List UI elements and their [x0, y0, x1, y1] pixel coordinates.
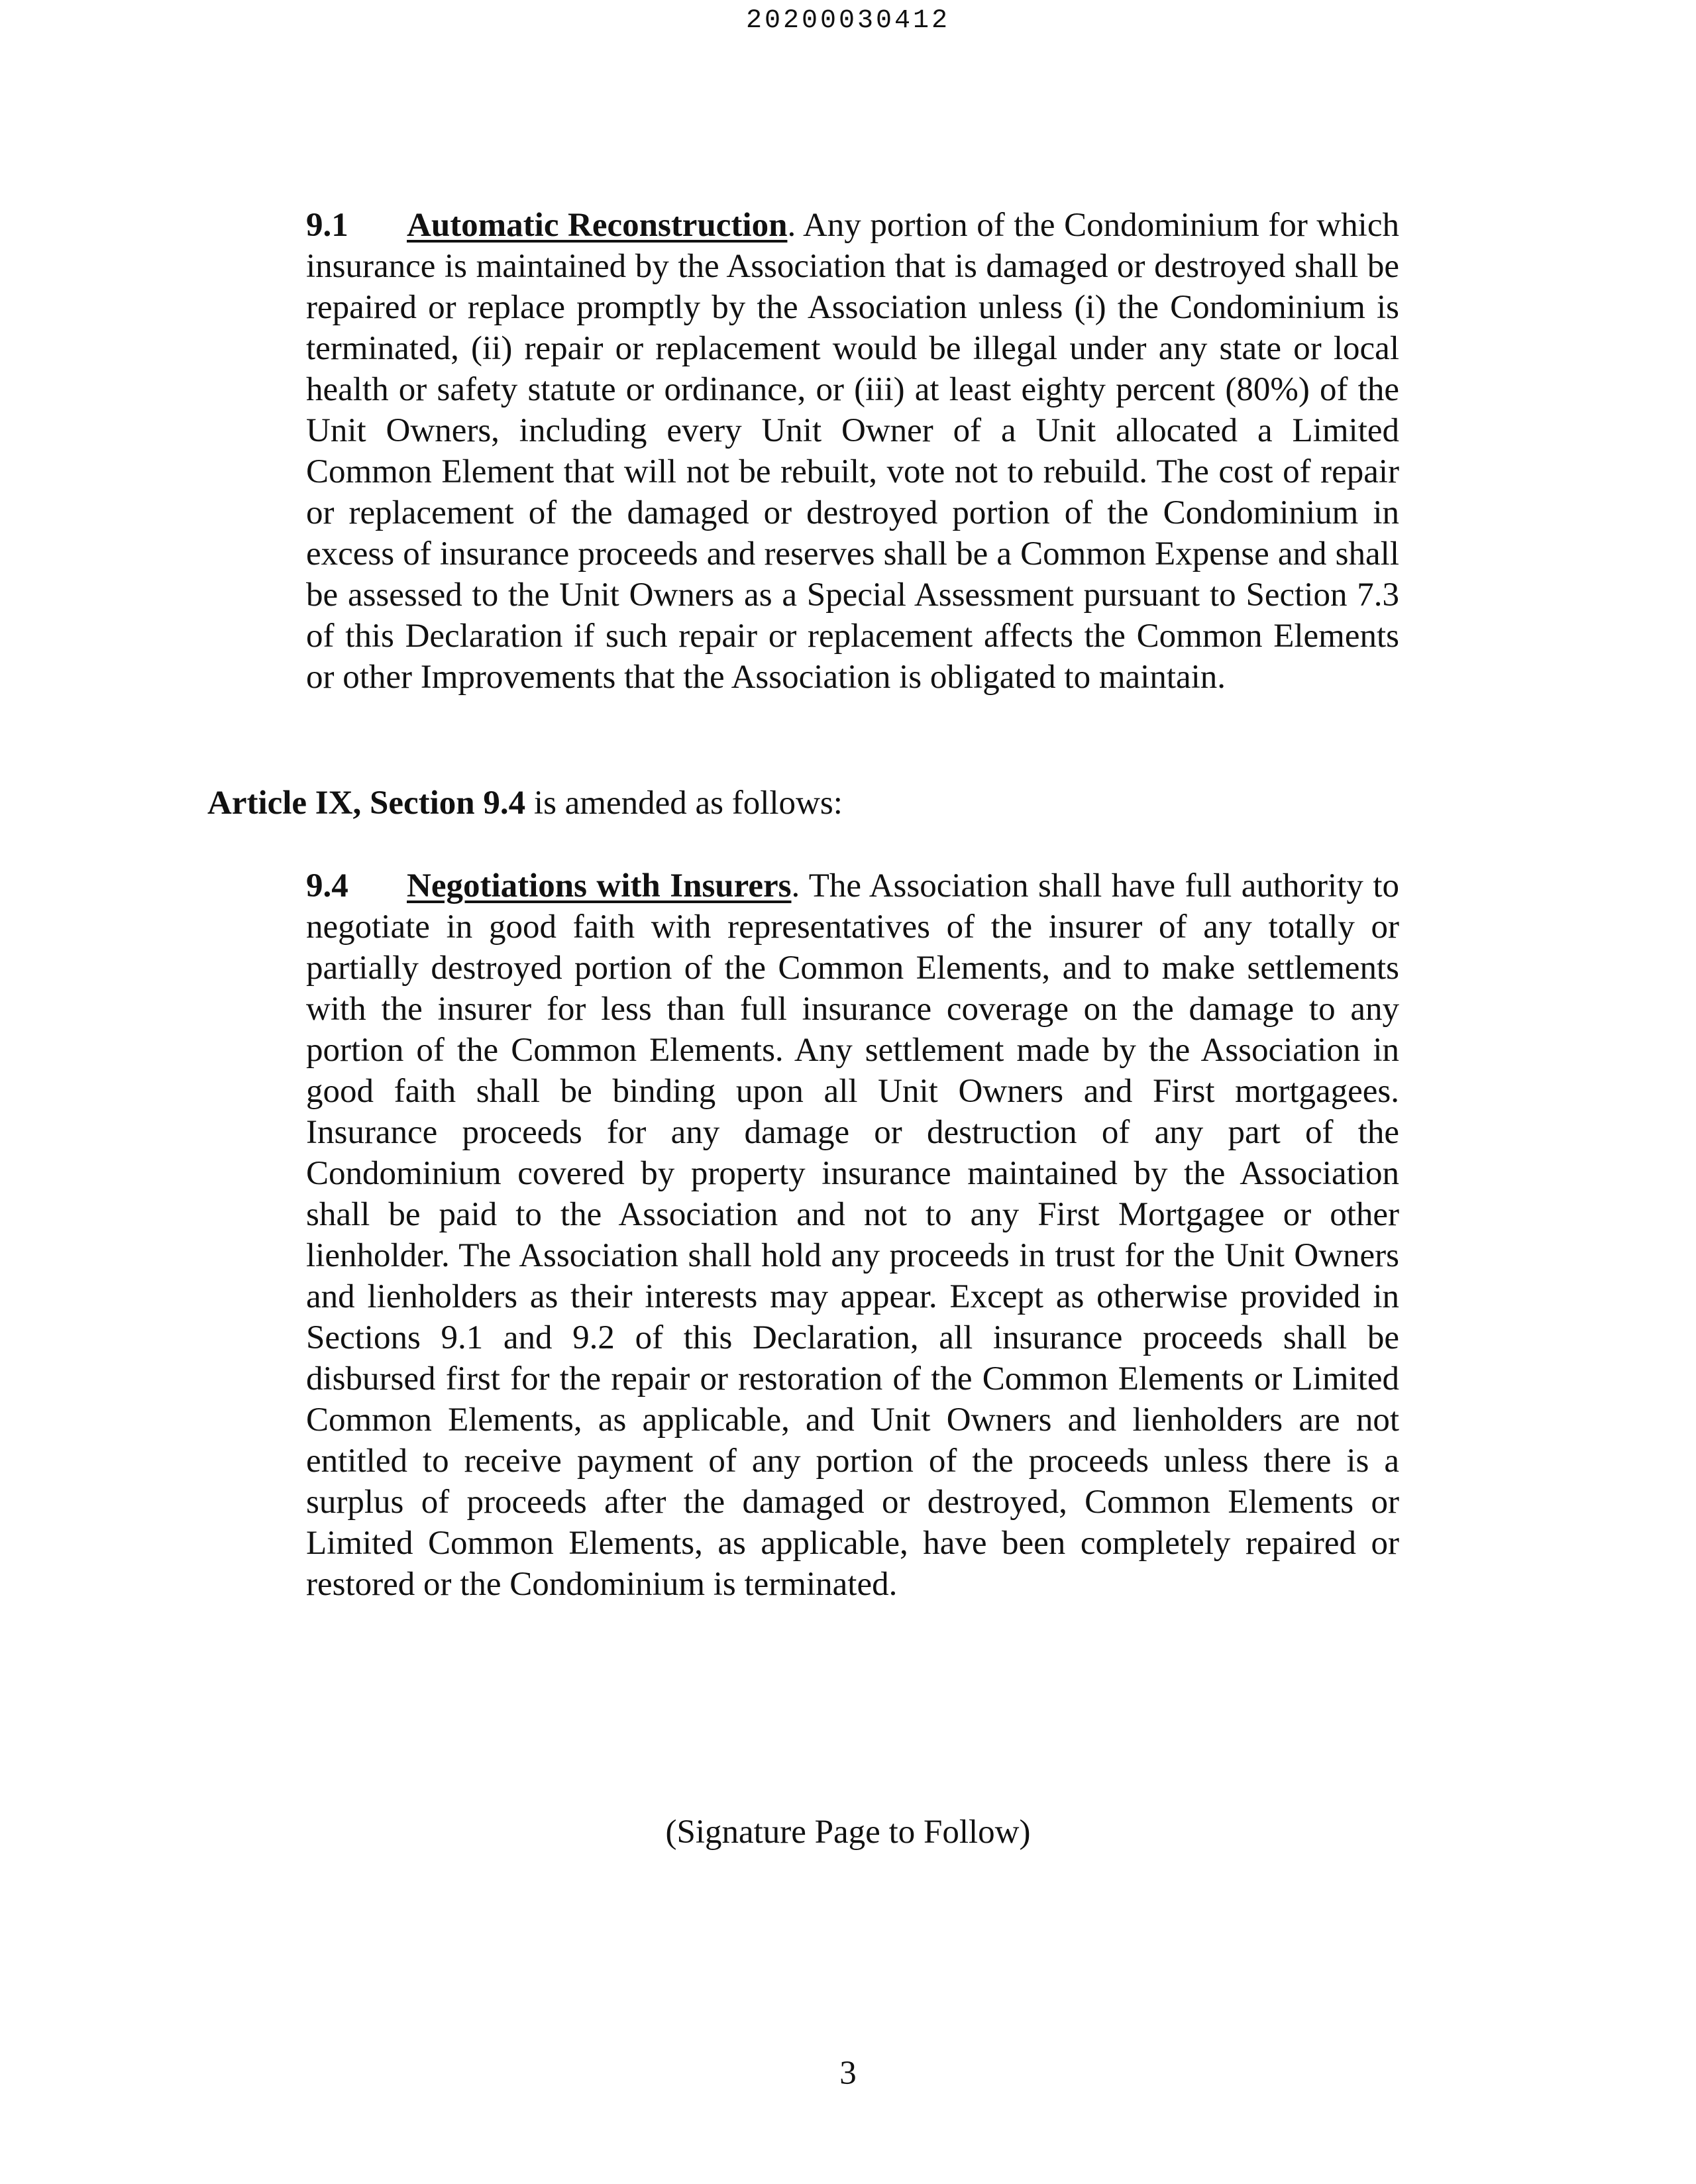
document-number: 20200030412 [745, 6, 951, 36]
section-9-4-title: Negotiations with Insurers [407, 867, 792, 904]
signature-page-note: (Signature Page to Follow) [665, 1814, 1031, 1851]
section-9-4-title-punct: . [791, 867, 800, 904]
section-9-1-title-punct: . [787, 207, 796, 244]
amendment-text: is amended as follows: [525, 785, 843, 822]
section-9-4-paragraph [306, 865, 1399, 1605]
page-number: 3 [839, 2055, 857, 2092]
section-9-1-number: 9.1 [306, 207, 348, 244]
amendment-line [207, 783, 1400, 824]
section-9-1-body: Any portion of the Condominium for which insurance is maintained by the Association that is damaged or destroyed shall be repaired or replace promptly by the Association unless (i) the Condominium is terminated, (ii) repair or replacement would be illegal under any state or local health or safety statute or ordinance, or (iii) at least eighty percent (80%) of the Unit Owners, including every Unit Owner of a Unit allocated a Limited Common Element that will not be rebuilt, vote not to rebuild. The cost of repair or replacement of the damaged or destroyed portion of the Condominium in excess of insurance proceeds and reserves shall be a Common Expense and shall be assessed to the Unit Owners as a Special Assessment pursuant to Section 7.3 of this Declaration if such repair or replacement affects the Common Elements or other Improvements that the Association is obligated to maintain. [306, 207, 1399, 696]
section-9-1-paragraph [306, 205, 1399, 698]
amendment-article-section: Article IX, Section 9.4 [207, 785, 526, 822]
section-9-1-title: Automatic Reconstruction [407, 207, 788, 244]
section-9-4-body: The Association shall have full authority to negotiate in good faith with representatives of the insurer of any totally or partially destroyed portion of the Common Elements, and to make settlements with the insurer for less than full insurance coverage on the damage to any portion of the Common Elements. Any settlement made by the Association in good faith shall be binding upon all Unit Owners and First mortgagees. Insurance proceeds for any damage or destruction of any part of the Condominium covered by property insurance maintained by the Association shall be paid to the Association and not to any First Mortgagee or other lienholder. The Association shall hold any proceeds in trust for the Unit Owners and lienholders as their interests may appear. Except as otherwise provided in Sections 9.1 and 9.2 of this Declaration, all insurance proceeds shall be disbursed first for the repair or restoration of the Common Elements or Limited Common Elements, as applicable, and Unit Owners and lienholders are not entitled to receive payment of any portion of the proceeds unless there is a surplus of proceeds after the damaged or destroyed, Common Elements or Limited Common Elements, as applicable, have been completely repaired or restored or the Condominium is terminated. [306, 867, 1399, 1603]
section-9-4-number: 9.4 [306, 867, 348, 904]
